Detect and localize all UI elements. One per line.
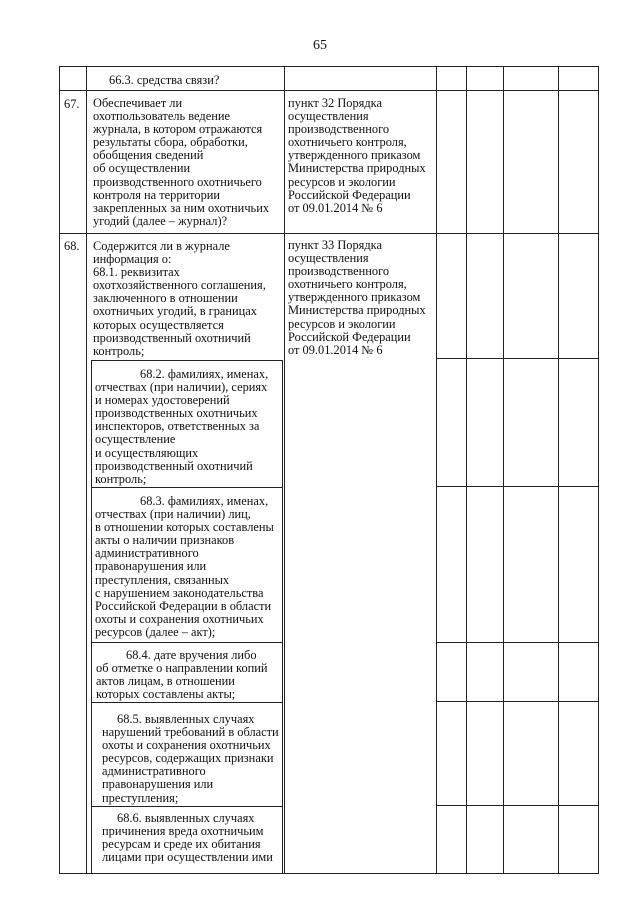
table-border [466,66,467,874]
table-border [59,66,60,874]
subcell-border [436,701,598,702]
subcell-border [282,360,283,874]
table-border [284,66,285,874]
row-border [59,233,599,234]
subcell-border [436,358,598,359]
table-border [436,66,437,874]
subcell-border [91,806,283,807]
question-text: 68.4. дате вручения либо об отметке о направлении копий актов лицам, в отношении которых составлены акты; [96,648,268,702]
question-text: Содержится ли в журнале информация о: 68.1. реквизитах охотхозяйственного соглашения, заключенного в отношении охотничьих угодий, в границах которых осуществляется производственный охотничий контроль; [93,239,266,358]
legal-basis: пункт 32 Порядка осуществления производственного охотничьего контроля, утвержденного приказом Министерства природных ресурсов и экологии Российской Федерации от 09.01.2014 № 6 [288,96,426,215]
question-text: 68.2. фамилиях, именах, отчествах (при наличии), сериях и номерах удостоверений производственных охотничьих инспекторов, ответственных за осуществление и осуществляющих производственный охотничий контроль; [95,367,269,486]
row-border [59,873,599,874]
page-number: 65 [313,38,327,53]
subcell-border [91,487,283,488]
subcell-border [91,642,283,643]
row-border [59,66,599,67]
question-text: 68.3. фамилиях, именах, отчествах (при наличии) лиц, в отношении которых составлены акты о наличии признаков административного правонарушения или преступления, связанных с нарушением законодательства Российской Федерации в области охоты и сохранения охотничьих ресурсов (далее – акт); [95,494,274,639]
subcell-border [91,360,283,361]
subcell-border [436,805,598,806]
row-border [59,90,599,91]
legal-basis: пункт 33 Порядка осуществления производственного охотничьего контроля, утвержденного приказом Министерства природных ресурсов и экологии Российской Федерации от 09.01.2014 № 6 [288,238,426,357]
question-text: 68.6. выявленных случаях причинения вреда охотничьим ресурсам и среде их обитания лицами при осуществлении ими [102,811,273,865]
question-text: 68.5. выявленных случаях нарушений требований в области охоты и сохранения охотничьих ресурсов, содержащих признаки административного правонарушения или преступления; [102,712,279,805]
question-text: Обеспечивает ли охотпользователь ведение журнала, в котором отражаются результаты сбора, обработки, обобщения сведений об осуществлении производственного охотничьего контроля на территории закрепленных за ним охотничьих угодий (далее – журнал)? [93,96,270,228]
subcell-border [436,486,598,487]
subcell-border [436,642,598,643]
question-text: 66.3. средства связи? [109,73,220,87]
item-number: 68. [64,239,80,253]
item-number: 67. [64,97,80,111]
table-border [558,66,559,874]
table-border [503,66,504,874]
table-border [86,66,87,874]
table-border [598,66,599,874]
subcell-border [91,702,283,703]
subcell-border [91,360,92,874]
